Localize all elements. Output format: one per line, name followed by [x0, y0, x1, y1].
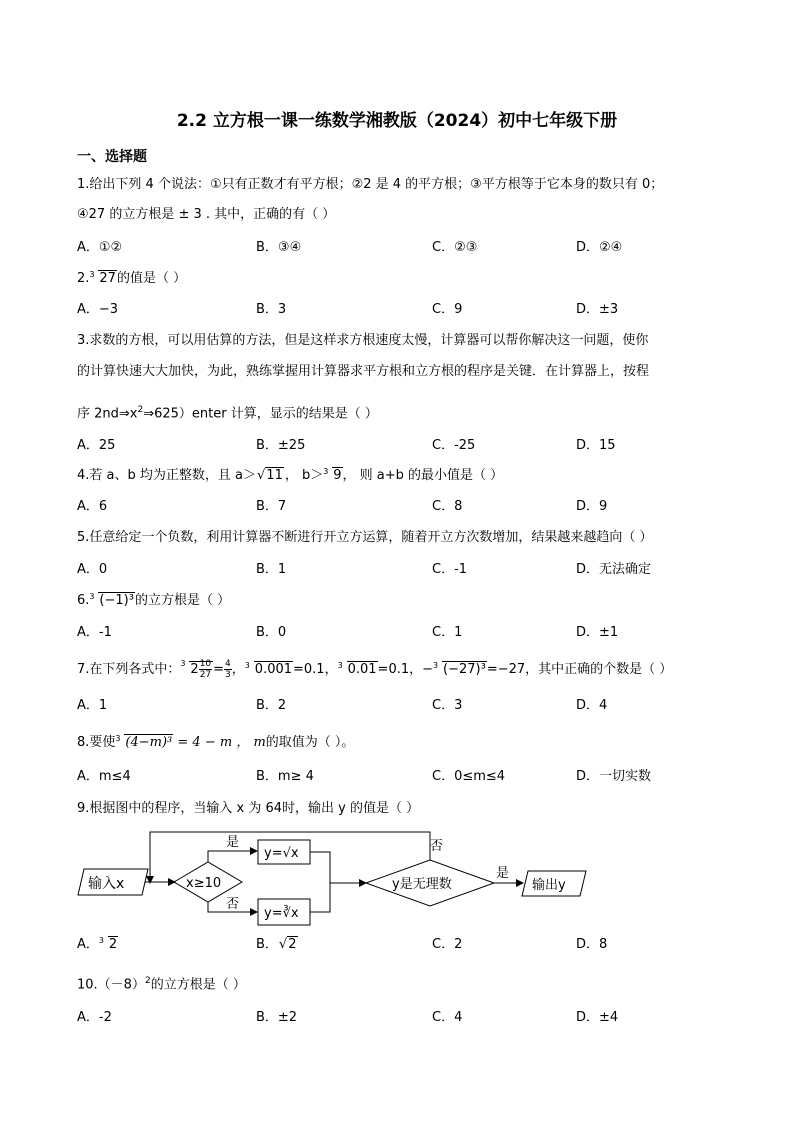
q8-suffix: 的取值为（ ）。 [265, 735, 355, 750]
q8-prefix: 8.要使 [77, 735, 116, 750]
q2-option-a[interactable]: A．−3 [77, 302, 119, 317]
flow-arrowhead-2 [359, 879, 367, 887]
flow-no2-label: 否 [430, 839, 444, 854]
q3-line2: 的计算快速大大加快，为此，熟练掌握用计算器求平方根和立方根的程序是关键．在计算器上，按程 [77, 364, 650, 379]
q5-line1: 5.任意给定一个负数，利用计算器不断进行开立方运算，随着开立方次数增加，结果越来越趋向（ ） [77, 530, 653, 545]
q7-root-1-whole: 2 [190, 662, 199, 677]
q6-option-d[interactable]: D．±1 [576, 625, 619, 640]
q3-option-b[interactable]: B．±25 [256, 438, 306, 453]
q7-root-1-num: 10 [199, 659, 212, 669]
flow-cond2-label: y是无理数 [392, 877, 452, 892]
q7-eq-1: = [213, 662, 225, 677]
q4-text-b: ， b＞ [284, 468, 324, 483]
q4-option-a[interactable]: A．6 [77, 499, 108, 514]
q1-line2: ④27 的立方根是 ± 3 . 其中，正确的有（ ） [77, 207, 336, 222]
q9-option-d[interactable]: D．8 [576, 937, 608, 952]
q2-option-d[interactable]: D．±3 [576, 302, 619, 317]
q5-option-c[interactable]: C．-1 [432, 562, 468, 577]
q1-option-a[interactable]: A．①② [77, 240, 123, 255]
q8-var: m [253, 735, 266, 750]
q6-option-a[interactable]: A．-1 [77, 625, 112, 640]
q6-prefix: 6. [77, 593, 90, 608]
q6-root-index: 3 [89, 592, 95, 601]
q7-frac-1-den: 3 [225, 670, 231, 680]
q7-option-b[interactable]: B．2 [256, 698, 287, 713]
flow-arrowhead-no [250, 908, 258, 916]
q4-text-a: 4.若 a、b 均为正整数，且 a＞ [77, 468, 256, 483]
q7-root-4-index: 3 [433, 661, 439, 670]
q9-option-a[interactable] [77, 936, 118, 954]
q5-option-a[interactable]: A．0 [77, 562, 108, 577]
q10-option-b[interactable]: B．±2 [256, 1010, 298, 1025]
q7-root-3-radicand: 0.01 [347, 662, 377, 677]
q7-frac-1-num: 4 [225, 659, 231, 669]
q4-option-b[interactable]: B．7 [256, 499, 287, 514]
q8-rhs: = 4 − m ， [177, 735, 250, 750]
q7-eq-3: =0.1，− [377, 662, 434, 677]
q2-prefix: 2. [77, 271, 90, 286]
q10-option-a[interactable]: A．-2 [77, 1010, 112, 1025]
q7-sep-1: ， [231, 662, 245, 677]
flow-yes2-label: 是 [496, 866, 510, 881]
flow-arrowhead-yes [250, 847, 258, 855]
q3-option-a[interactable]: A．25 [77, 438, 116, 453]
q4-option-c[interactable]: C．8 [432, 499, 463, 514]
q3-line1: 3.求数的方根，可以用估算的方法，但是这样求方根速度太慢，计算器可以帮你解决这一问题，使你 [77, 333, 649, 348]
flow-box-sqrt-label: y=√x [264, 846, 299, 861]
q9-option-b-root: √2 [278, 937, 297, 952]
q6-option-b[interactable]: B．0 [256, 625, 287, 640]
q4-sqrt: √11 [257, 468, 283, 483]
flow-arrowhead-3 [516, 879, 524, 887]
q7-option-d[interactable]: D．4 [576, 698, 608, 713]
q10-sup: 2 [144, 976, 151, 986]
q8-root-index: 3 [115, 734, 121, 743]
q4-sqrt-radicand: 11 [266, 468, 283, 483]
q1-option-c[interactable]: C．②③ [432, 240, 478, 255]
q3-option-d[interactable]: D．15 [576, 438, 616, 453]
q7-root-1-den: 27 [199, 670, 212, 680]
q9-option-b-label: B． [256, 937, 278, 952]
q7-option-c[interactable]: C．3 [432, 698, 463, 713]
q10-text-b: 的立方根是（ ） [150, 977, 246, 993]
q2-option-b[interactable]: B．3 [256, 302, 287, 317]
q9-option-c[interactable]: C．2 [432, 937, 463, 952]
flow-arrowhead-loop [146, 876, 154, 884]
flow-merge-line [310, 852, 330, 912]
q9-option-b[interactable] [256, 936, 299, 954]
q3-line3-sup: 2 [137, 405, 144, 415]
q7-eq-4: =−27，其中正确的个数是（ ） [486, 662, 673, 677]
flow-yes1-label: 是 [226, 835, 240, 850]
flow-cond-label: x≥10 [186, 876, 222, 891]
flow-arrowhead-1 [168, 878, 176, 886]
flow-box-cbrt-label: y=∛x [264, 906, 299, 921]
q6-option-c[interactable]: C．1 [432, 625, 463, 640]
q5-option-b[interactable]: B．1 [256, 562, 287, 577]
q9-option-a-root [99, 936, 118, 954]
q4-option-d[interactable]: D．9 [576, 499, 608, 514]
q6-suffix: 的立方根是（ ） [134, 593, 231, 608]
q3-option-c[interactable]: C．-25 [432, 438, 476, 453]
q7-option-a[interactable]: A．1 [77, 698, 108, 713]
q7-eq-2: =0.1， [293, 662, 338, 677]
q1-option-d[interactable]: D．②④ [576, 240, 623, 255]
q9-option-b-radicand: 2 [288, 937, 297, 952]
q4-text-c: ， 则 a+b 的最小值是（ ） [342, 468, 504, 483]
q7-root-4-radicand: (−27)³ [443, 662, 486, 677]
q8-option-b[interactable]: B．m≥ 4 [256, 769, 314, 784]
q1-option-b[interactable]: B．③④ [256, 240, 302, 255]
q2-radicand: 27 [99, 271, 116, 286]
q3-line3-b: ⇒625）enter 计算，显示的结果是（ ） [143, 406, 378, 422]
q9-option-a-index: 3 [98, 936, 104, 945]
q2-option-c[interactable]: C．9 [432, 302, 463, 317]
q2-suffix: 的值是（ ） [116, 271, 187, 286]
q8-radicand: (4−m)³ [125, 735, 173, 750]
q10-option-d[interactable]: D．±4 [576, 1010, 619, 1025]
q10-option-c[interactable]: C．4 [432, 1010, 463, 1025]
flow-no1-label: 否 [226, 897, 240, 912]
q7-root-3-index: 3 [337, 661, 343, 670]
q8-option-d[interactable]: D．一切实数 [576, 769, 652, 784]
flow-branch-yes [208, 851, 252, 862]
page-title: 2.2 立方根一课一练数学湘教版（2024）初中七年级下册 [176, 111, 618, 131]
q10-stem [77, 972, 246, 994]
q9-line1: 9.根据图中的程序，当输入 x 为 64时，输出 y 的值是（ ） [77, 801, 420, 816]
q8-option-a[interactable]: A．m≤4 [77, 769, 131, 784]
section-heading: 一、选择题 [77, 149, 147, 165]
q3-line3-a: 序 2nd⇒x [77, 406, 138, 422]
q9-option-a-label: A． [77, 937, 99, 952]
q4-cube-radicand: 9 [333, 468, 342, 483]
q7-root-1-index: 3 [180, 659, 186, 668]
q7-root-2-radicand: 0.001 [254, 662, 293, 677]
q5-option-d[interactable]: D．无法确定 [576, 562, 652, 577]
q10-text-a: 10.（－8） [77, 977, 145, 993]
q4-root-index: 3 [323, 467, 329, 476]
q2-root-index: 3 [89, 270, 95, 279]
q6-radicand: (−1)³ [99, 593, 134, 608]
q7-root-2-index: 3 [244, 661, 250, 670]
flow-output-label: 输出y [532, 878, 566, 893]
q9-option-a-radicand: 2 [108, 937, 118, 952]
q1-line1: 1.给出下列 4 个说法：①只有正数才有平方根；②2 是 4 的平方根；③平方根等于它本身的数只有 0； [77, 177, 664, 192]
q7-prefix: 7.在下列各式中： [77, 662, 181, 677]
flow-input-label: 输入x [88, 876, 125, 892]
q8-option-c[interactable]: C．0≤m≤4 [432, 769, 506, 784]
